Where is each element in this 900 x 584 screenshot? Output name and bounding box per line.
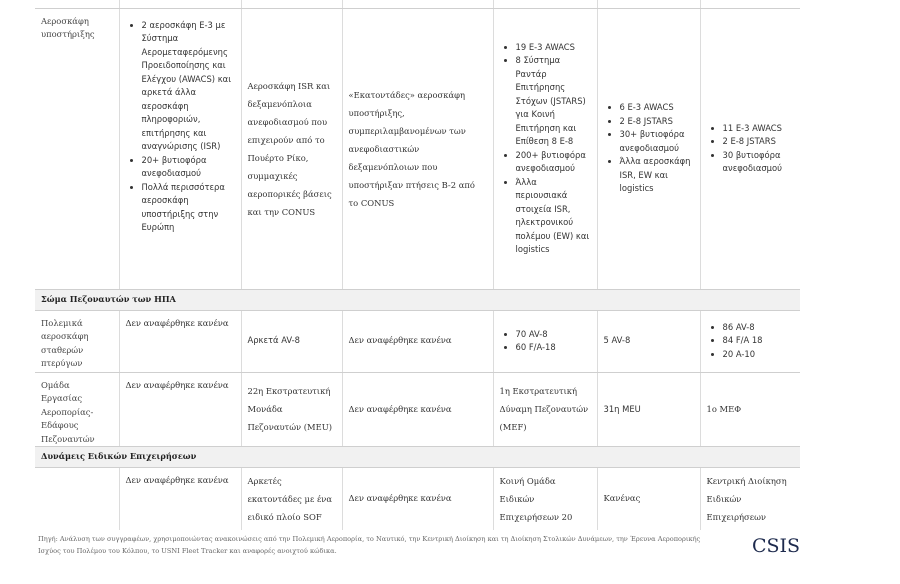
list-item: • 8 Σύστημα Ραντάρ Επιτήρησης Στόχων (JSTARS) για Κοινή Επιτήρηση και Επίθεση 8 E-8 [516,54,591,149]
list-item: • 84 F/A 18 [723,334,795,348]
list-item: • 19 E-3 AWACS [516,41,591,55]
cell: Αρκετές εκατοντάδες με ένα ειδικό πλοίο SOF [241,468,342,530]
table-row-partial [35,0,800,8]
list-item: • 30+ βυτιοφόρα ανεφοδιασμού [620,128,694,155]
section-title: Σώμα Πεζοναυτών των ΗΠΑ [35,289,800,310]
cell: 31η MEU [597,372,700,447]
forces-comparison-table [35,0,800,530]
section-title: Δυνάμεις Ειδικών Επιχειρήσεων [35,447,800,468]
list-item: • Άλλα περιουσιακά στοιχεία ISR, ηλεκτρονικού πολέμου (EW) και logistics [516,176,591,257]
row-label: Ομάδα Εργασίας Αεροπορίας-Εδάφους Πεζοναυτών [35,372,119,447]
table-row-sof [35,468,800,530]
list [500,328,591,355]
cell: 1ο ΜΕΦ [700,372,800,447]
cell: Δεν αναφέρθηκε κανένα [342,372,493,447]
section-header-marines [35,289,800,310]
cell: 1η Εκστρατευτική Δύναμη Πεζοναυτών (MEF) [493,372,597,447]
list-item: • Άλλα αεροσκάφη ISR, EW και logistics [620,155,694,196]
cell [119,8,241,289]
cell: Δεν αναφέρθηκε κανένα [342,468,493,530]
cell [700,310,800,372]
row-label: Πολεμικά αεροσκάφη σταθερών πτερύγων [35,310,119,372]
csis-logo: CSIS [752,535,801,557]
cell [597,8,700,289]
cell: Δεν αναφέρθηκε κανένα [342,310,493,372]
cell: Αρκετά AV-8 [241,310,342,372]
list-item: • 6 E-3 AWACS [620,101,694,115]
list-item: • 2 E-8 JSTARS [620,115,694,129]
list-item: • 2 E-8 JSTARS [723,135,795,149]
list [604,101,694,196]
cell [493,310,597,372]
row-label [35,468,119,530]
cell: «Εκατοντάδες» αεροσκάφη υποστήριξης, συμπεριλαμβανομένων των ανεφοδιαστικών δεξαμενόπλοιων που υποστήριξαν πτήσεις B-2 από το CONUS [342,8,493,289]
list-item: • 11 E-3 AWACS [723,122,795,136]
cell: Κοινή Ομάδα Ειδικών Επιχειρήσεων 20 [493,468,597,530]
table-row-fixed-wing [35,310,800,372]
source-note: Πηγή: Ανάλυση των συγγραφέων, χρησιμοποιώντας ανακοινώσεις από την Πολεμική Αεροπορία, το Ναυτικό, την Κεντρική Διοίκηση και τη Διοίκηση Στολικών Δυνάμεων, την Έρευνα Αεροπορικής Ισχύος του Πολέμου του Κόλπου, το USNI Fleet Tracker και αναφορές ανοιχτού κώδικα. [38,535,701,555]
list-item: • 200+ βυτιοφόρα ανεφοδιασμού [516,149,591,176]
section-header-sof [35,447,800,468]
list [707,321,795,362]
cell: 5 AV-8 [597,310,700,372]
cell: Αεροσκάφη ISR και δεξαμενόπλοια ανεφοδιασμού που επιχειρούν από το Πουέρτο Ρίκο, συμμαχικές αεροπορικές βάσεις και την CONUS [241,8,342,289]
list-item: • 60 F/A-18 [516,341,591,355]
table-row-support-aircraft [35,8,800,289]
list-item: • 2 αεροσκάφη E-3 με Σύστημα Αερομεταφερόμενης Προειδοποίησης και Ελέγχου (AWACS) και αρκετά άλλα αεροσκάφη πληροφοριών, επιτήρησης και αναγνώρισης (ISR) [142,19,235,154]
cell: 22η Εκστρατευτική Μονάδα Πεζοναυτών (MEU) [241,372,342,447]
cell: Κανένας [597,468,700,530]
table-row-magtf [35,372,800,447]
cell [493,8,597,289]
list-item: • Πολλά περισσότερα αεροσκάφη υποστήριξης στην Ευρώπη [142,181,235,235]
list-item: • 30 βυτιοφόρα ανεφοδιασμού [723,149,795,176]
cell [700,8,800,289]
list [126,19,235,235]
list-item: • 20+ βυτιοφόρα ανεφοδιασμού [142,154,235,181]
list [500,41,591,257]
list-item: • 86 AV-8 [723,321,795,335]
row-label: Αεροσκάφη υποστήριξης [35,8,119,289]
cell: Κεντρική Διοίκηση Ειδικών Επιχειρήσεων [706,475,787,522]
cell: Δεν αναφέρθηκε κανένα [119,372,241,447]
cell: Δεν αναφέρθηκε κανένα [119,468,241,530]
list-item: • 20 A-10 [723,348,795,362]
cell: Δεν αναφέρθηκε κανένα [119,310,241,372]
list-item: • 70 AV-8 [516,328,591,342]
list [707,122,795,176]
